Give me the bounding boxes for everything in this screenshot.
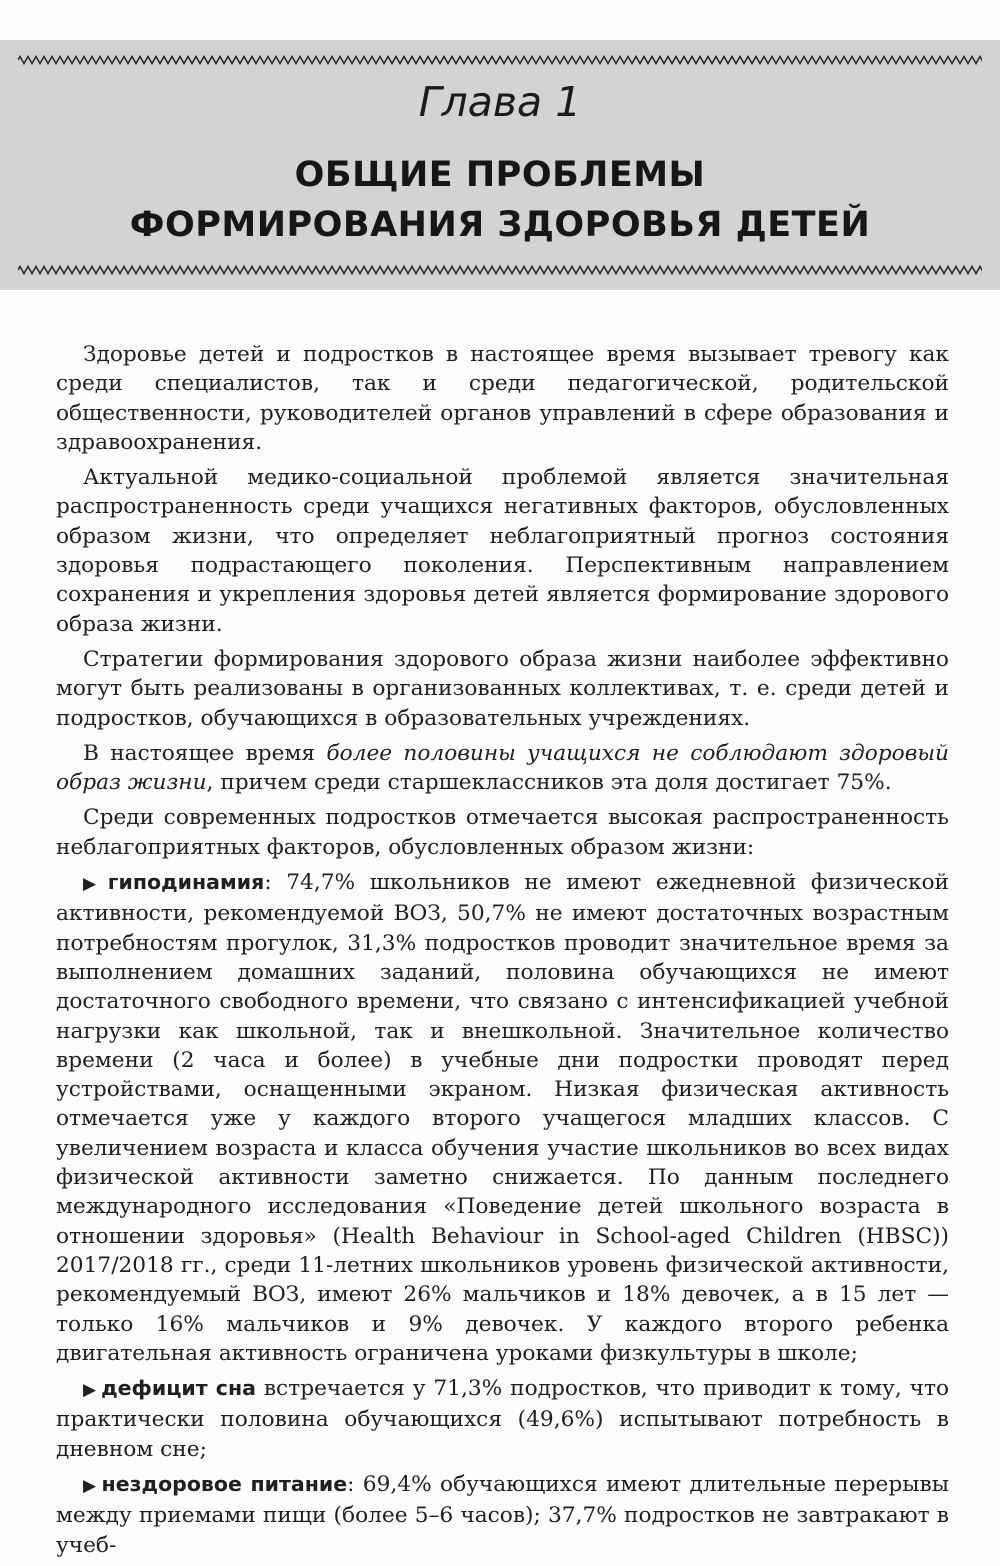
paragraph-4-emphasis: более половины учащихся не соблюдают здоровый образ жизни [56, 740, 949, 796]
decorative-zigzag-bottom [18, 265, 982, 275]
bullet-separator [256, 1376, 264, 1401]
paragraph-2: Актуальной медико-социальной проблемой является значительная распространенность среди учащихся негативных факторов, обусловленных образом жизни, что определяет неблагоприятный прогноз состояния здоровья подрастающего поколения. Перспективным направлением сохранения и укрепления здоровья детей является формирование здорового образа жизни. [56, 465, 949, 637]
paragraph-5: Среди современных подростков отмечается высокая распространенность неблагоприятных факторов, обусловленных образом жизни: [56, 805, 949, 860]
bullet-separator: : [347, 1471, 363, 1497]
bullet-arrow-icon: ▶ [83, 1380, 98, 1401]
bullet-text: 74,7% школьников не имеют ежедневной физической активности, рекомендуемой ВОЗ, 50,7% не имеют достаточных возрастным потребностям прогулок, 31,3% подростков проводит значительное время за выполнением домашних заданий, половина обучающихся не имеют достаточного свободного времени, что связано с интенсификацией учебной нагрузки как школьной, так и внешкольной. Значительное количество времени (2 часа и более) в учебные дни подростки проводят перед устройствами, оснащенными экраном. Низкая физическая активность отмечается уже у каждого второго учащегося младших классов. С увеличением возраста и класса обучения участие школьников во всех видах физической активности заметно снижается. По данным последнего международного исследования «Поведение детей школьного возраста в отношении здоровья» (Health Behaviour in School-aged Children (HBSC)) 2017/2018 гг., среди 11-летних школьников уровень физической активности, рекомендуемый ВОЗ, имеют 26% мальчиков и 18% девочек, а в 15 лет — только 16% мальчиков и 9% девочек. У каждого второго ребенка двигательная активность ограничена уроками физкультуры в школе; [56, 870, 950, 1366]
bullet-arrow-icon: ▶ [83, 1475, 98, 1496]
paragraph-4-text-b: , причем среди старшеклассников эта доля достигает 75%. [206, 770, 892, 796]
chapter-title [0, 150, 1000, 250]
bullet-item [56, 868, 949, 1368]
decorative-zigzag-top [18, 55, 982, 65]
chapter-title-line-2: ФОРМИРОВАНИЯ ЗДОРОВЬЯ ДЕТЕЙ [129, 205, 871, 245]
paragraph-4 [56, 739, 949, 798]
bullet-term: дефицит сна [101, 1376, 256, 1401]
paragraph-1: Здоровье детей и подростков в настоящее время вызывает тревогу как среди специалистов, так и среди педагогической, родительской общественности, руководителей органов управлений в сфере образования и здравоохранения. [56, 342, 949, 455]
bullet-item [56, 1374, 949, 1464]
bullet-term: гиподинамия [107, 870, 265, 895]
bullet-item [56, 1470, 949, 1560]
chapter-title-line-1: ОБЩИЕ ПРОБЛЕМЫ [294, 155, 706, 195]
paragraph-4-text-a: В настоящее время [83, 740, 327, 766]
bullet-term: нездоровое питание [101, 1471, 348, 1496]
bullet-text: встречается у 71,3% подростков, что приводит к тому, что практически половина обучающихся (49,6%) испытывают потребность в дневном сне; [56, 1376, 949, 1462]
bullet-arrow-icon: ▶ [83, 874, 104, 895]
chapter-body [56, 340, 949, 1566]
bullet-separator: : [264, 870, 287, 896]
paragraph-3: Стратегии формирования здорового образа жизни наиболее эффективно могут быть реализованы в организованных коллективах, т. е. среди детей и подростков, обучающихся в образовательных учреждениях. [56, 646, 949, 731]
chapter-number: Глава 1 [418, 78, 582, 126]
bullet-text: 69,4% обучающихся имеют длительные перерывы между приемами пищи (более 5–6 часов); 37,7% подростков не завтракают в учеб- [56, 1471, 949, 1558]
